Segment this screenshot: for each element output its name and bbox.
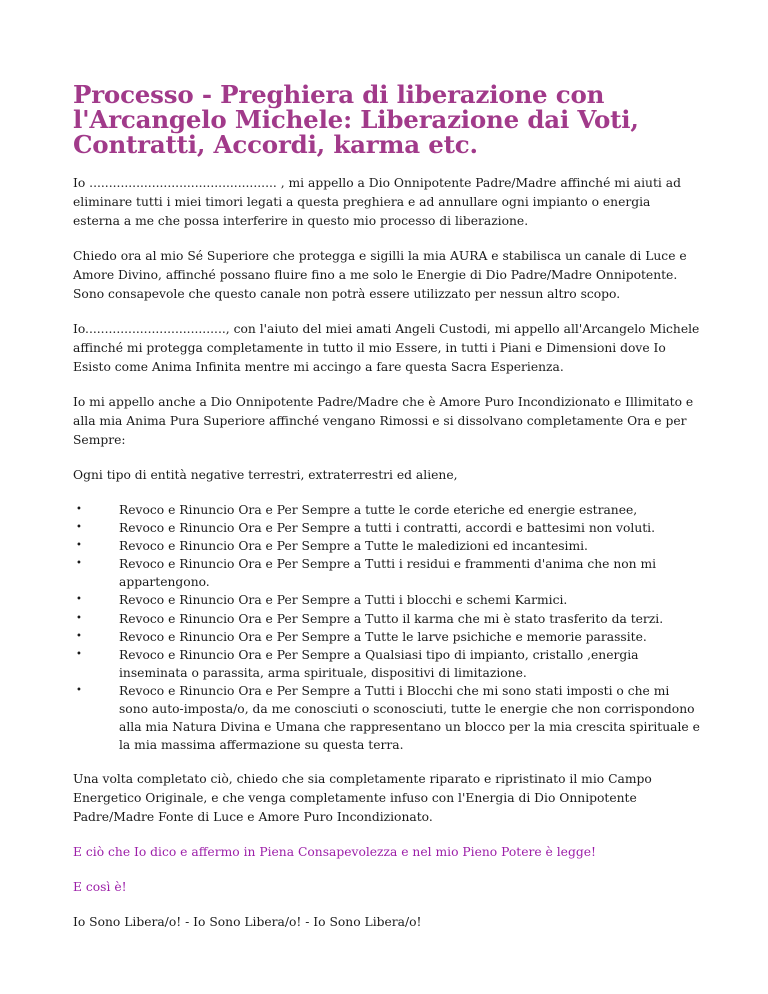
- list-item: [76, 610, 701, 628]
- bullet-icon: •: [76, 612, 82, 624]
- list-item: [76, 646, 701, 682]
- paragraph-invocation: Io ................................................ , mi appello a Dio Onnipotente Padre/Madre affinché mi aiuti ad eliminare tutti i miei timori legati a questa preghiera e ad annullare ogni impianto o energia esterna a me che possa interferire in questo mio processo di liberazione.: [73, 176, 681, 228]
- document-title: Processo - Preghiera di liberazione con l'Arcangelo Michele: Liberazione dai Voti, Contratti, Accordi, karma etc.: [73, 80, 639, 159]
- paragraph-entities: Ogni tipo di entità negative terrestri, extraterrestri ed aliene,: [73, 468, 458, 482]
- final-declaration: Io Sono Libera/o! - Io Sono Libera/o! - Io Sono Libera/o!: [73, 915, 422, 930]
- list-item: [76, 519, 701, 537]
- list-item-text: Revoco e Rinuncio Ora e Per Sempre a Tutti i Blocchi che mi sono stati imposti o che mi sono auto-imposta/o, da me conosciuti o sconosciuti, tutte le energie che non corrispondono alla mia Natura Divina e Umana che rappresentano un blocco per la mia crescita spirituale e la mia massima affermazione su questa terra.: [119, 683, 700, 753]
- list-item-text: Revoco e Rinuncio Ora e Per Sempre a Tutte le larve psichiche e memorie parassite.: [119, 629, 647, 644]
- list-item: [76, 591, 701, 609]
- list-item-text: Revoco e Rinuncio Ora e Per Sempre a tutti i contratti, accordi e battesimi non voluti.: [119, 521, 656, 536]
- list-item-text: Revoco e Rinuncio Ora e Per Sempre a Qualsiasi tipo di impianto, cristallo ,energia inseminata o parassita, arma spirituale, dispositivi di limitazione.: [119, 647, 639, 680]
- paragraph-aura-protection: Chiedo ora al mio Sé Superiore che protegga e sigilli la mia AURA e stabilisca un canale di Luce e Amore Divino, affinché possano fluire fino a me solo le Energie di Dio Padre/Madre Onnipotente. Sono consapevole che questo canale non potrà essere utilizzato per nessun altro scopo.: [73, 249, 687, 301]
- so-be-it-text: E così è!: [73, 880, 127, 895]
- bullet-icon: •: [76, 684, 82, 696]
- list-item: [76, 501, 701, 519]
- list-item: [76, 555, 701, 591]
- bullet-icon: •: [76, 558, 82, 570]
- list-item-text: Revoco e Rinuncio Ora e Per Sempre a Tutti i residui e frammenti d'anima che non mi appartengono.: [119, 557, 657, 590]
- bullet-icon: •: [76, 504, 82, 515]
- bullet-icon: •: [76, 540, 82, 552]
- paragraph-archangel-appeal: Io...................................., con l'aiuto del miei amati Angeli Custodi, mi appello all'Arcangelo Michele affinché mi protegga completamente in tutto il mio Essere, in tutti i Piani e Dimensioni dove Io Esisto come Anima Infinita mentre mi accingo a fare questa Sacra Esperienza.: [73, 322, 700, 374]
- revocation-list: [73, 501, 701, 754]
- affirmation-text: E ciò che Io dico e affermo in Piena Consapevolezza e nel mio Pieno Potere è legge!: [73, 845, 596, 860]
- document-page: [73, 82, 701, 948]
- bullet-icon: •: [76, 630, 82, 642]
- bullet-icon: •: [76, 522, 82, 534]
- paragraph-removal-request: Io mi appello anche a Dio Onnipotente Padre/Madre che è Amore Puro Incondizionato e Illimitato e alla mia Anima Pura Superiore affinché vengano Rimossi e si dissolvano completamente Ora e per Sempre:: [73, 395, 694, 447]
- list-item-text: Revoco e Rinuncio Ora e Per Sempre a tutte le corde eteriche ed energie estranee,: [119, 503, 638, 517]
- list-item-text: Revoco e Rinuncio Ora e Per Sempre a Tutti i blocchi e schemi Karmici.: [119, 593, 568, 608]
- list-item: [76, 682, 701, 754]
- bullet-icon: •: [76, 648, 82, 660]
- list-item-text: Revoco e Rinuncio Ora e Per Sempre a Tutte le maledizioni ed incantesimi.: [119, 539, 588, 554]
- bullet-icon: •: [76, 594, 82, 606]
- list-item: [76, 537, 701, 555]
- paragraph-closing: Una volta completato ciò, chiedo che sia completamente riparato e ripristinato il mio Campo Energetico Originale, e che venga completamente infuso con l'Energia di Dio Onnipotente Padre/Madre Fonte di Luce e Amore Puro Incondizionato.: [73, 772, 652, 825]
- list-item: [76, 628, 701, 646]
- list-item-text: Revoco e Rinuncio Ora e Per Sempre a Tutto il karma che mi è stato trasferito da terzi.: [119, 611, 664, 626]
